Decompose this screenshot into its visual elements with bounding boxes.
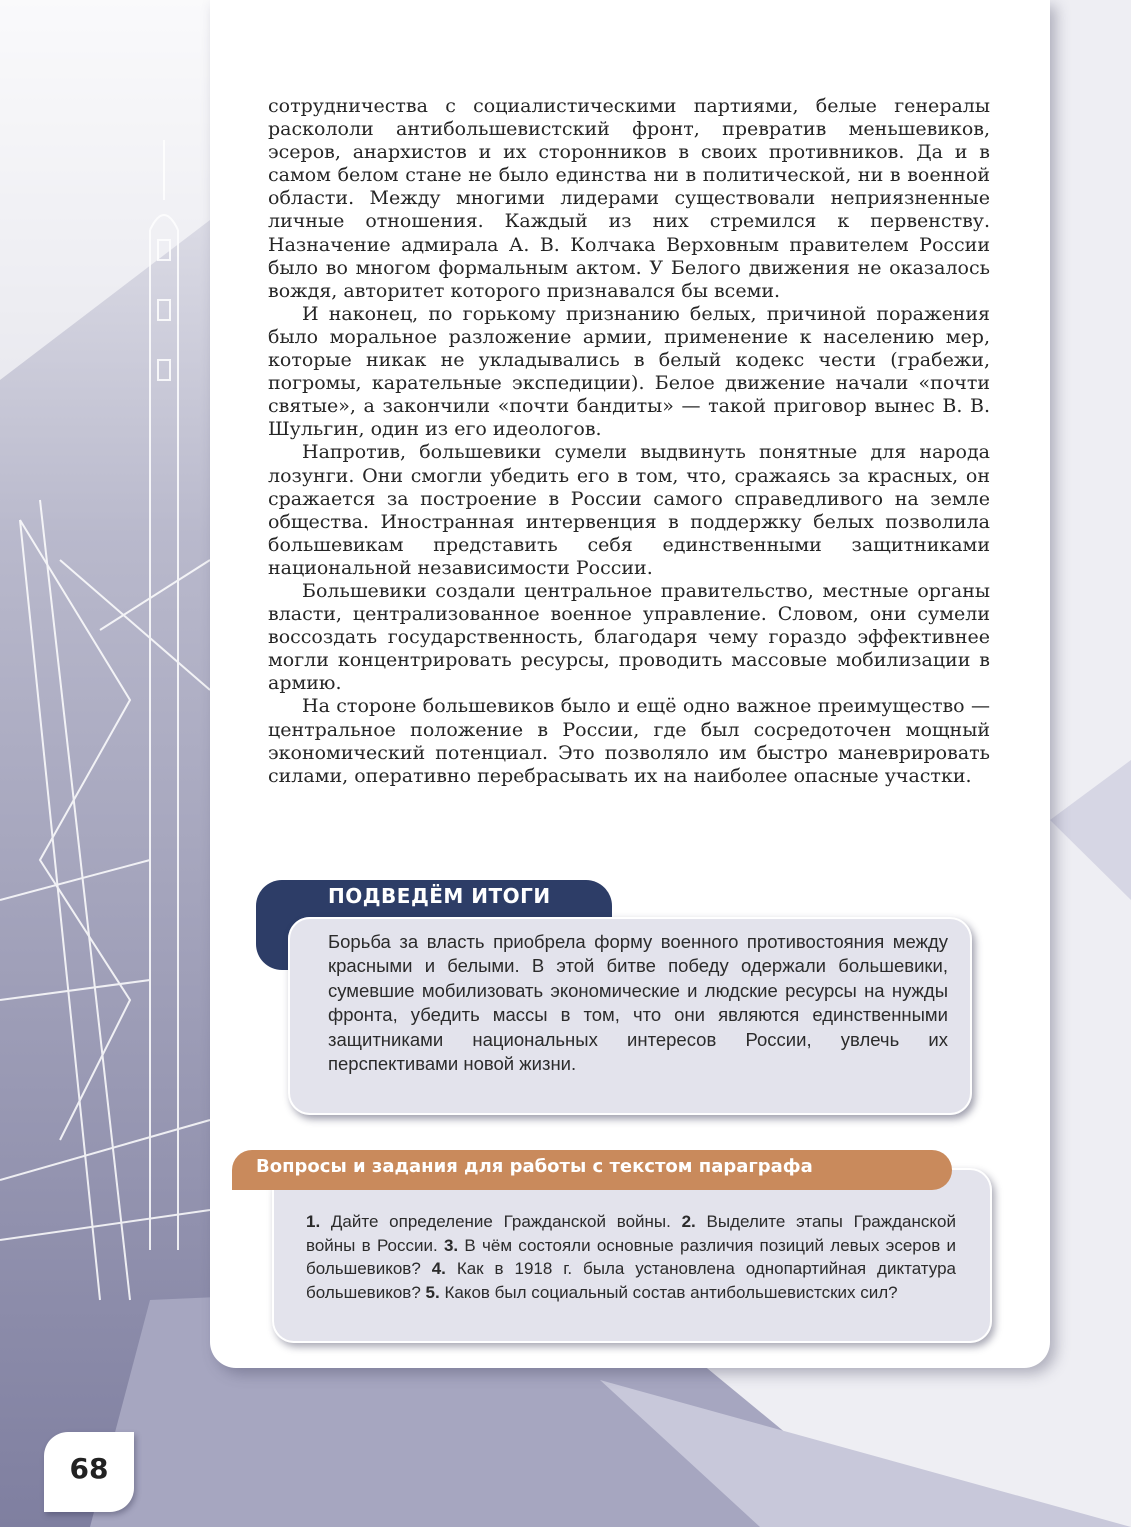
question-number: 5.: [425, 1282, 440, 1302]
paragraph-1: сотрудничества с социалистическими партиями, белые генералы раскололи антибольшевистский фронт, превратив меньшевиков, эсеров, анархистов и их сторонников в своих противников. Да и в самом белом стане не было единства ни в политической, ни в военной области. Между многими лидерами существовали неприязненные личные отношения. Каждый из них стремился к первенству. Назначение адмирала А. В. Колчака Верховным правителем России было во многом формальным актом. У Белого движения не оказалось вождя, авторитет которого признавался бы всеми.: [268, 95, 990, 302]
question-item: Каков был социальный состав антибольшевистских сил?: [444, 1282, 898, 1302]
main-text-column: [268, 95, 990, 788]
questions-list: [306, 1210, 956, 1304]
question-number: 2.: [681, 1212, 696, 1231]
paragraph-5: На стороне большевиков было и ещё одно важное преимущество — центральное положение в России, где был сосредоточен мощный экономический потенциал. Это позволяло им быстро маневрировать силами, оперативно перебрасывать их на наиболее опасные участки.: [268, 695, 990, 787]
paragraph-4: Большевики создали центральное правительство, местные органы власти, централизованное военное управление. Словом, они сумели воссоздать государственность, благодаря чему гораздо эффективнее могли концентрировать ресурсы, проводить массовые мобилизации в армию.: [268, 579, 990, 695]
question-item: В чём состояли основные различия позиций левых эсеров и большевиков?: [306, 1235, 956, 1278]
question-number: 4.: [431, 1259, 446, 1278]
question-item: Выделите этапы Гражданской войны в России.: [306, 1212, 956, 1255]
question-number: 3.: [443, 1235, 459, 1255]
paragraph-3: Напротив, большевики сумели выдвинуть понятные для народа лозунги. Они смогли убедить его в том, что, сражаясь за красных, он сражается за построение в России самого справедливого на земле общества. Иностранная интервенция в поддержку белых позволила большевикам представить себя единственными защитниками национальной независимости России.: [268, 441, 990, 579]
summary-text: Борьба за власть приобрела форму военного противостояния между красными и белыми. В этой битве победу одержали большевики, сумевшие мобилизовать экономические и людские ресурсы на нужды фронта, убедить массы в том, что они являются единственными защитниками национальных интересов России, увлечь их перспективами новой жизни.: [328, 931, 948, 1075]
paragraph-2: И наконец, по горькому признанию белых, причиной поражения было моральное разложение армии, применение к населению мер, которые никак не укладывались в белый кодекс чести (грабежи, погромы, карательные экспедиции). Белое движение начали «почти святые», а закончили «почти бандиты» — такой приговор вынес В. В. Шульгин, один из его идеологов.: [268, 302, 990, 441]
summary-title: ПОДВЕДЁМ ИТОГИ: [328, 884, 551, 908]
questions-title: Вопросы и задания для работы с текстом параграфа: [256, 1156, 813, 1177]
question-number: 1.: [306, 1212, 321, 1231]
page-number: 68: [69, 1452, 109, 1485]
question-item: Как в 1918 г. была установлена однопартийная диктатура большевиков?: [306, 1259, 956, 1302]
question-item: Дайте определение Гражданской войны.: [330, 1212, 671, 1231]
